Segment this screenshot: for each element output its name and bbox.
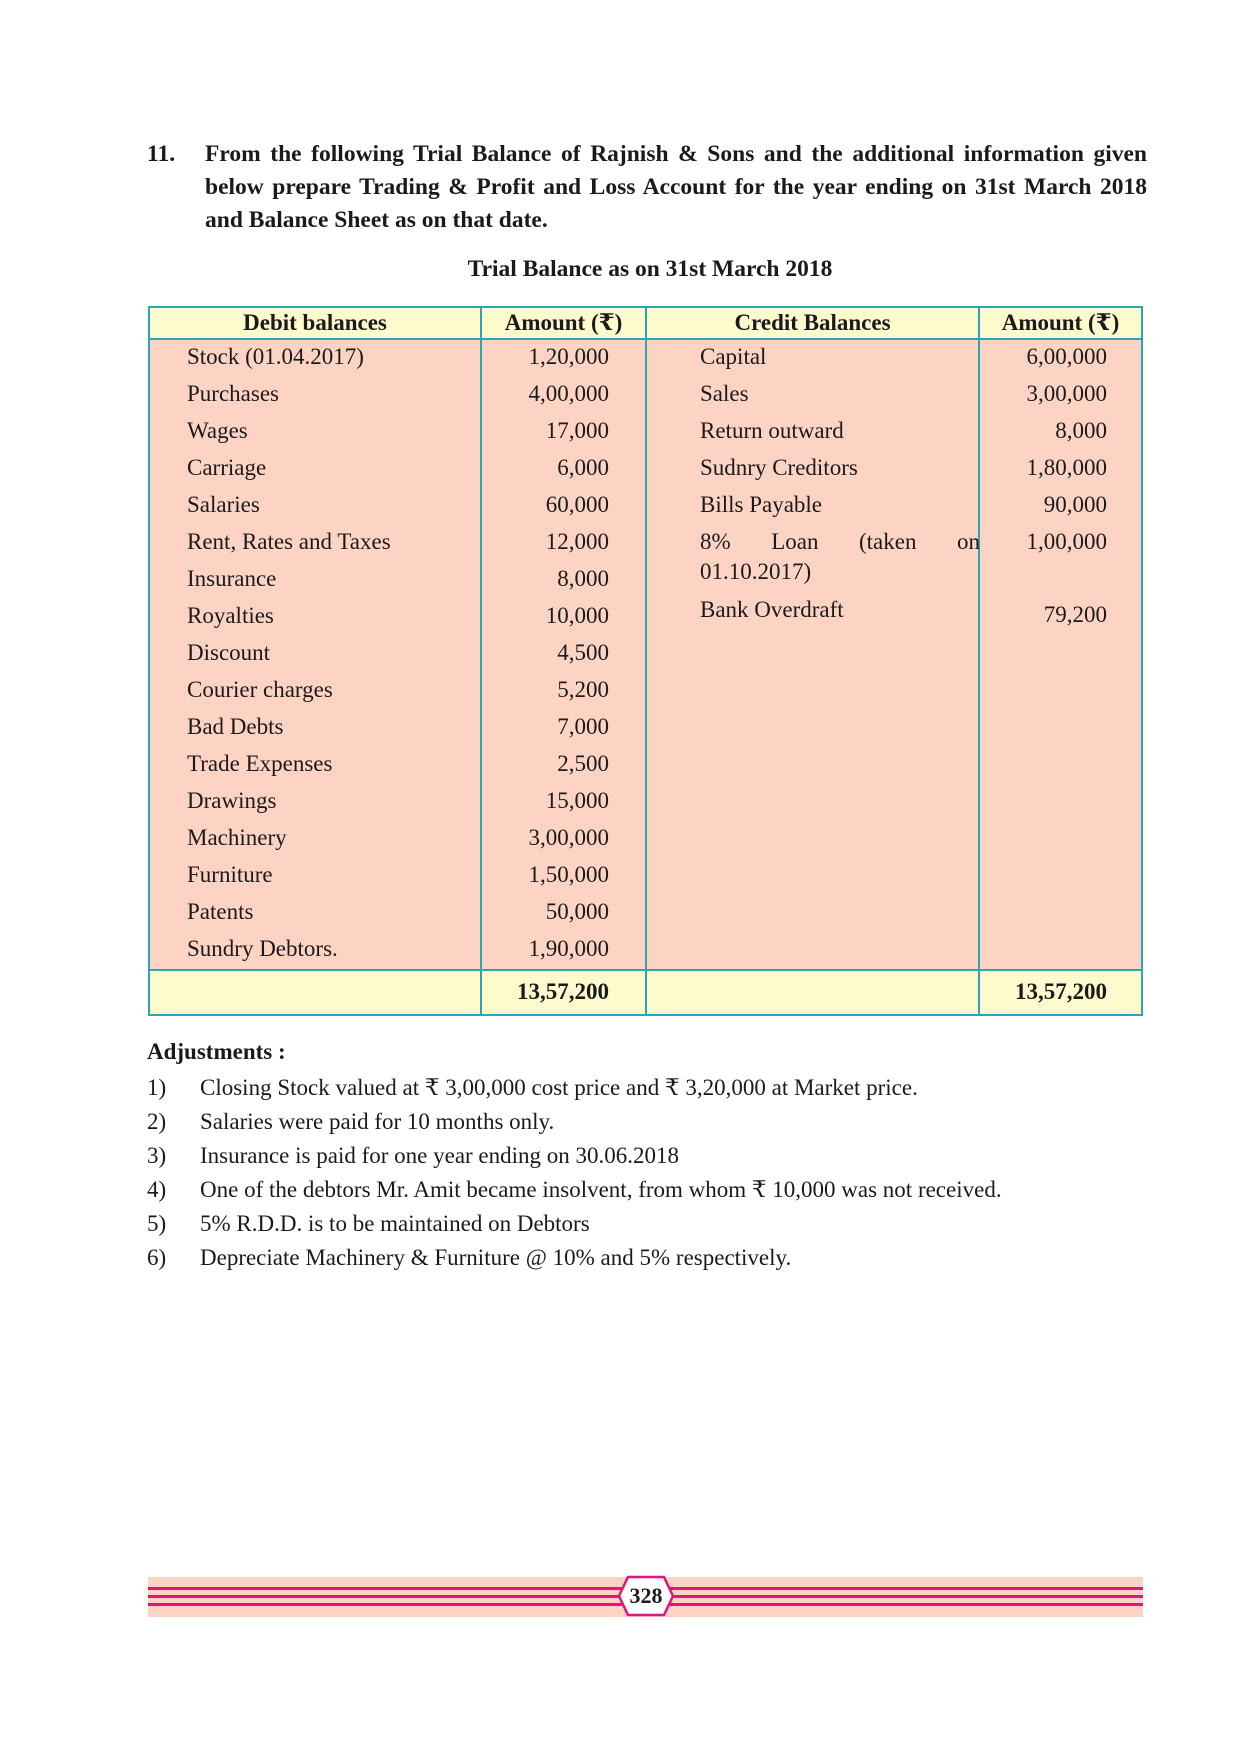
adjustments-list [147,1071,1147,1275]
adjustments-heading: Adjustments : [147,1039,286,1064]
debit-label: Rent, Rates and Taxes [187,529,391,554]
adjustment-number: 2) [147,1109,167,1134]
credit-label [700,527,980,587]
debit-amount: 5,200 [557,677,609,702]
debit-amount: 12,000 [545,529,609,554]
adjustment-text: 5% R.D.D. is to be maintained on Debtors [200,1211,590,1236]
credit-label: Return outward [700,418,844,443]
debit-amount: 1,90,000 [528,936,609,961]
debit-amount: 50,000 [545,899,609,924]
debit-label: Sundry Debtors. [187,936,338,961]
credit-amount: 1,80,000 [1026,455,1107,480]
debit-label: Drawings [187,788,277,813]
credit-amount: 8,000 [1055,418,1107,443]
debit-amount: 4,00,000 [528,381,609,406]
header-credit: Credit Balances [734,310,891,335]
debit-label: Carriage [187,455,267,480]
adjustment-item [147,1173,1147,1207]
question-text: From the following Trial Balance of Rajnish & Sons and the additional information given below prepare Trading & Profit and Loss Account for the year ending on 31st March 2018 and Balance Sheet as on that date. [205,141,1147,233]
debit-total: 13,57,200 [517,979,609,1004]
debit-label: Insurance [187,566,277,591]
debit-label: Furniture [187,862,273,887]
debit-amount: 15,000 [545,788,609,813]
debit-amount: 1,50,000 [528,862,609,887]
debit-label: Courier charges [187,677,333,702]
debit-label: Purchases [187,381,279,406]
adjustment-item [147,1071,1147,1105]
adjustment-number: 1) [147,1075,167,1100]
credit-label: Sudnry Creditors [700,455,858,480]
adjustment-text: One of the debtors Mr. Amit became insolvent, from whom ₹ 10,000 was not received. [200,1177,1002,1202]
adjustment-text: Depreciate Machinery & Furniture @ 10% and 5% respectively. [200,1245,792,1270]
credit-label-line: 8% Loan (taken on [700,529,980,554]
debit-label: Wages [187,418,248,443]
question-number: 11. [147,141,176,167]
adjustment-text: Salaries were paid for 10 months only. [200,1109,555,1134]
debit-amount: 60,000 [545,492,609,517]
debit-label: Machinery [187,825,287,850]
debit-amount: 3,00,000 [528,825,609,850]
credit-label: Capital [700,344,767,369]
adjustment-number: 3) [147,1143,167,1168]
debit-label: Trade Expenses [187,751,333,776]
adjustment-number: 6) [147,1245,167,1270]
credit-label: Sales [700,381,749,406]
credit-amount: 3,00,000 [1026,381,1107,406]
header-debit: Debit balances [243,310,387,335]
adjustment-number: 5) [147,1211,167,1236]
adjustment-item [147,1105,1147,1139]
credit-amount: 1,00,000 [1026,529,1107,554]
trial-balance-title: Trial Balance as on 31st March 2018 [467,256,833,282]
debit-label: Stock (01.04.2017) [187,344,364,369]
debit-amount: 7,000 [557,714,609,739]
question [147,138,1147,237]
header-credit-amount: Amount (₹) [1001,310,1120,335]
debit-label: Patents [187,899,254,924]
debit-amount: 1,20,000 [528,344,609,369]
debit-amount: 10,000 [545,603,609,628]
adjustment-item [147,1207,1147,1241]
header-debit-amount: Amount (₹) [504,310,623,335]
column-divider [645,308,647,1014]
adjustment-item [147,1241,1147,1275]
adjustment-text: Insurance is paid for one year ending on 30.06.2018 [200,1143,680,1168]
trial-balance-table [148,306,1143,1016]
debit-amount: 2,500 [557,751,609,776]
credit-label: Bank Overdraft [700,597,844,622]
debit-amount: 4,500 [557,640,609,665]
debit-label: Discount [187,640,271,665]
page-number: 328 [629,1583,663,1608]
debit-amount: 8,000 [557,566,609,591]
debit-label: Salaries [187,492,260,517]
credit-label-line: 01.10.2017) [700,559,812,584]
debit-label: Bad Debts [187,714,284,739]
credit-label: Bills Payable [700,492,823,517]
adjustment-number: 4) [147,1177,167,1202]
adjustment-item [147,1139,1147,1173]
debit-amount: 17,000 [545,418,609,443]
credit-amount: 79,200 [1043,602,1107,627]
credit-amount: 90,000 [1043,492,1107,517]
debit-amount: 6,000 [557,455,609,480]
debit-label: Royalties [187,603,274,628]
credit-total: 13,57,200 [1015,979,1107,1004]
adjustment-text: Closing Stock valued at ₹ 3,00,000 cost price and ₹ 3,20,000 at Market price. [200,1075,918,1100]
credit-amount: 6,00,000 [1026,344,1107,369]
column-divider [978,308,980,1014]
